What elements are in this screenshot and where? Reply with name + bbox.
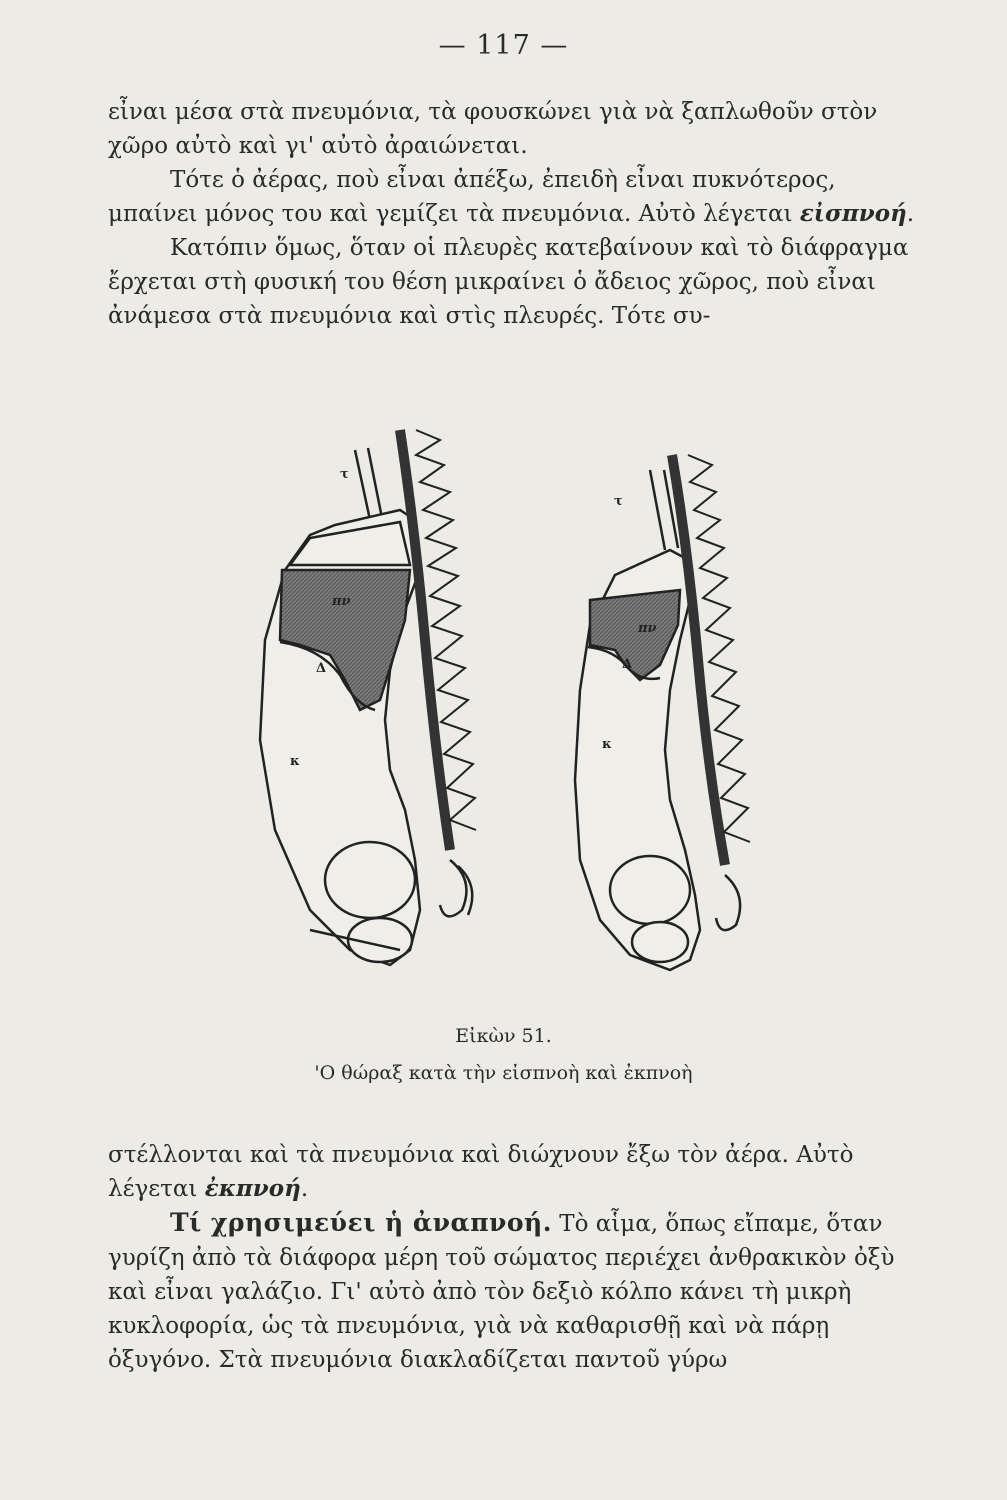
paragraph-2-end: . bbox=[906, 201, 915, 227]
paragraph-3: Κατόπιν ὅμως, ὅταν οἱ πλευρὲς κατεβαίνουν καὶ τὸ διάφραγμα ἔρχεται στὴ φυσική του θέση μικραίνει ὁ ἄδειος χῶρος, ποὺ εἶναι ἀνάμεσα στὰ πνευμόνια καὶ στὶς πλευρές. Τότε συ- bbox=[108, 235, 909, 329]
paragraph-4-end: . bbox=[300, 1176, 309, 1202]
top-text-block bbox=[108, 95, 920, 333]
section-heading: Τί χρησιμεύει ἡ ἀναπνοή. bbox=[170, 1208, 552, 1237]
figure-number: Εἰκὼν 51. bbox=[455, 1025, 552, 1047]
bottom-text-block bbox=[108, 1138, 920, 1377]
label-trachea-left: τ bbox=[340, 467, 349, 482]
label-diaphragm-left: Δ bbox=[316, 661, 327, 676]
label-trachea-right: τ bbox=[614, 494, 623, 509]
spine-right bbox=[672, 455, 750, 865]
thorax-exhalation bbox=[575, 455, 750, 970]
paragraph-5-text: Τὸ αἷμα, ὅπως εἴπαμε, ὅταν γυρίζη ἀπὸ τὰ διάφορα μέρη τοῦ σώματος περιέχει ἀνθρακικὸν ὀξὺ καὶ εἶναι γαλάζιο. Γι' αὐτὸ ἀπὸ τὸν δεξιὸ κόλπο κάνει τὴ μικρὴ κυκλοφορία, ὡς τὰ πνευμόνια, γιὰ νὰ καθαρισθῇ καὶ νὰ πάρῃ ὀξυγόνο. Στὰ πνευμόνια διακλαδίζεται παντοῦ γύρω bbox=[108, 1211, 895, 1373]
paragraph-2-text: Τότε ὁ ἀέρας, ποὺ εἶναι ἀπέξω, ἐπειδὴ εἶναι πυκνότερος, μπαίνει μόνος του καὶ γεμίζει τὰ πνευμόνια. Αὐτὸ λέγεται bbox=[108, 167, 836, 227]
thorax-illustration bbox=[240, 410, 780, 1010]
thorax-figure bbox=[240, 410, 780, 1010]
figure-caption: 'Ο θώραξ κατὰ τὴν εἰσπνοὴ καὶ ἐκπνοὴ bbox=[314, 1062, 693, 1084]
page-number: — 117 — bbox=[438, 30, 569, 61]
label-lung-right: πν bbox=[638, 621, 657, 636]
label-abdomen-left: κ bbox=[290, 754, 300, 769]
term-exhalation: ἐκπνοή bbox=[204, 1175, 301, 1202]
spine-left bbox=[400, 430, 476, 850]
thorax-inhalation bbox=[260, 430, 476, 965]
label-abdomen-right: κ bbox=[602, 737, 612, 752]
paragraph-2 bbox=[108, 163, 920, 231]
paragraph-5 bbox=[108, 1206, 920, 1377]
term-inhalation: εἰσπνοή bbox=[799, 200, 907, 227]
paragraph-4-text: στέλλονται καὶ τὰ πνευμόνια καὶ διώχνουν ἔξω τὸν ἀέρα. Αὐτὸ λέγεται bbox=[108, 1142, 854, 1202]
paragraph-1: εἶναι μέσα στὰ πνευμόνια, τὰ φουσκώνει γιὰ νὰ ξαπλωθοῦν στὸν χῶρο αὐτὸ καὶ γι' αὐτὸ ἀραιώνεται. bbox=[108, 99, 878, 159]
paragraph-4 bbox=[108, 1138, 920, 1206]
label-lung-left: πν bbox=[332, 594, 351, 609]
label-diaphragm-right: Δ bbox=[622, 657, 633, 672]
